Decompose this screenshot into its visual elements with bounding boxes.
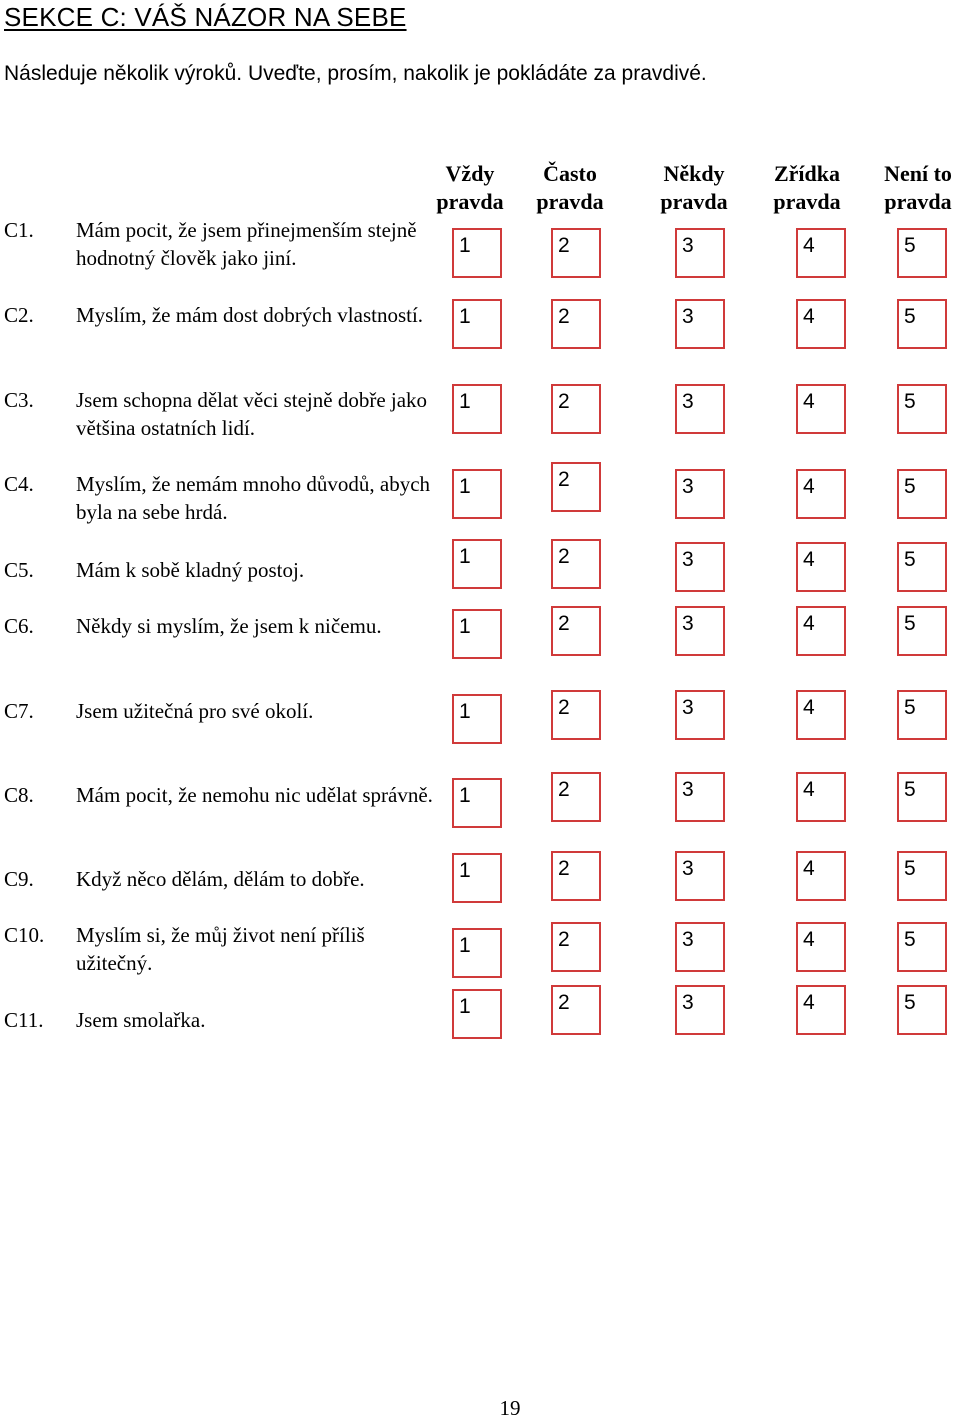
answer-number: 2 xyxy=(558,545,570,568)
answer-number: 4 xyxy=(803,696,815,719)
item-code: C3. xyxy=(4,388,34,412)
answer-number: 3 xyxy=(682,991,694,1014)
answer-number: 4 xyxy=(803,305,815,328)
answer-number: 5 xyxy=(904,475,916,498)
column-header-line2: pravda xyxy=(436,189,504,214)
answer-number: 5 xyxy=(904,612,916,635)
item-code: C6. xyxy=(4,614,34,638)
item-code: C9. xyxy=(4,867,34,891)
section-title: SEKCE C: VÁŠ NÁZOR NA SEBE xyxy=(4,2,407,32)
answer-number: 4 xyxy=(803,548,815,571)
item-statement: Mám pocit, že nemohu nic udělat správně. xyxy=(76,783,433,807)
column-header-rarely xyxy=(752,160,862,216)
answer-number: 1 xyxy=(459,934,471,957)
answer-number: 5 xyxy=(904,696,916,719)
answer-number: 5 xyxy=(904,857,916,880)
answer-number: 2 xyxy=(558,390,570,413)
answer-number: 3 xyxy=(682,857,694,880)
answer-number: 5 xyxy=(904,305,916,328)
answer-number: 4 xyxy=(803,778,815,801)
item-code: C1. xyxy=(4,218,34,242)
answer-number: 1 xyxy=(459,545,471,568)
column-header-line2: pravda xyxy=(884,189,952,214)
answer-number: 2 xyxy=(558,991,570,1014)
answer-number: 5 xyxy=(904,390,916,413)
answer-number: 1 xyxy=(459,615,471,638)
item-statement: Mám k sobě kladný postoj. xyxy=(76,558,305,582)
item-code: C7. xyxy=(4,699,34,723)
answer-number: 1 xyxy=(459,305,471,328)
answer-number: 3 xyxy=(682,305,694,328)
item-statement: Myslím, že mám dost dobrých vlastností. xyxy=(76,303,424,327)
item-statement: Jsem užitečná pro své okolí. xyxy=(76,699,314,723)
item-statement: Když něco dělám, dělám to dobře. xyxy=(76,867,365,891)
answer-number: 1 xyxy=(459,234,471,257)
item-statement: Myslím si, že můj život není příliš užitečný. xyxy=(76,923,365,975)
answer-number: 2 xyxy=(558,696,570,719)
item-code: C5. xyxy=(4,558,34,582)
column-header-line2: pravda xyxy=(536,189,604,214)
answer-number: 2 xyxy=(558,234,570,257)
column-header-line2: pravda xyxy=(773,189,841,214)
item-code: C2. xyxy=(4,303,34,327)
answer-number: 2 xyxy=(558,612,570,635)
answer-number: 4 xyxy=(803,390,815,413)
answer-number: 1 xyxy=(459,784,471,807)
answer-number: 2 xyxy=(558,468,570,491)
answer-number: 4 xyxy=(803,857,815,880)
column-header-sometimes xyxy=(639,160,749,216)
column-header-line1: Vždy xyxy=(445,161,495,186)
answer-number: 3 xyxy=(682,390,694,413)
answer-number: 1 xyxy=(459,995,471,1018)
item-code: C10. xyxy=(4,923,45,947)
column-header-line1: Není to xyxy=(884,161,952,186)
answer-number: 5 xyxy=(904,991,916,1014)
answer-number: 5 xyxy=(904,778,916,801)
answer-number: 2 xyxy=(558,857,570,880)
answer-number: 3 xyxy=(682,928,694,951)
answer-number: 3 xyxy=(682,234,694,257)
answer-number: 3 xyxy=(682,548,694,571)
column-header-line2: pravda xyxy=(660,189,728,214)
column-header-always xyxy=(415,160,525,216)
item-code: C11. xyxy=(4,1008,44,1032)
column-header-line1: Často xyxy=(543,161,597,186)
item-code: C8. xyxy=(4,783,34,807)
answer-number: 3 xyxy=(682,475,694,498)
item-code: C4. xyxy=(4,472,34,496)
column-header-line1: Zřídka xyxy=(773,161,841,186)
column-header-line1: Někdy xyxy=(663,161,725,186)
answer-number: 1 xyxy=(459,475,471,498)
page-number: 19 xyxy=(499,1396,521,1420)
answer-number: 5 xyxy=(904,234,916,257)
answer-number: 4 xyxy=(803,475,815,498)
answer-number: 1 xyxy=(459,859,471,882)
answer-number: 5 xyxy=(904,548,916,571)
column-header-often xyxy=(515,160,625,216)
answer-number: 3 xyxy=(682,778,694,801)
answer-number: 3 xyxy=(682,612,694,635)
answer-number: 4 xyxy=(803,612,815,635)
item-statement: Jsem smolařka. xyxy=(76,1008,206,1032)
answer-number: 4 xyxy=(803,991,815,1014)
answer-number: 4 xyxy=(803,928,815,951)
item-statement: Jsem schopna dělat věci stejně dobře jako většina ostatních lidí. xyxy=(76,388,428,440)
answer-number: 2 xyxy=(558,928,570,951)
answer-number: 2 xyxy=(558,305,570,328)
column-header-never xyxy=(863,160,960,216)
answer-number: 1 xyxy=(459,390,471,413)
item-statement: Myslím, že nemám mnoho důvodů, abych byla na sebe hrdá. xyxy=(76,472,431,524)
answer-number: 3 xyxy=(682,696,694,719)
answer-number: 2 xyxy=(558,778,570,801)
item-statement: Někdy si myslím, že jsem k ničemu. xyxy=(76,614,382,638)
instructions: Následuje několik výroků. Uveďte, prosím, nakolik je pokládáte za pravdivé. xyxy=(4,62,707,85)
answer-number: 4 xyxy=(803,234,815,257)
item-statement: Mám pocit, že jsem přinejmenším stejně hodnotný člověk jako jiní. xyxy=(76,218,417,270)
answer-number: 5 xyxy=(904,928,916,951)
answer-number: 1 xyxy=(459,700,471,723)
